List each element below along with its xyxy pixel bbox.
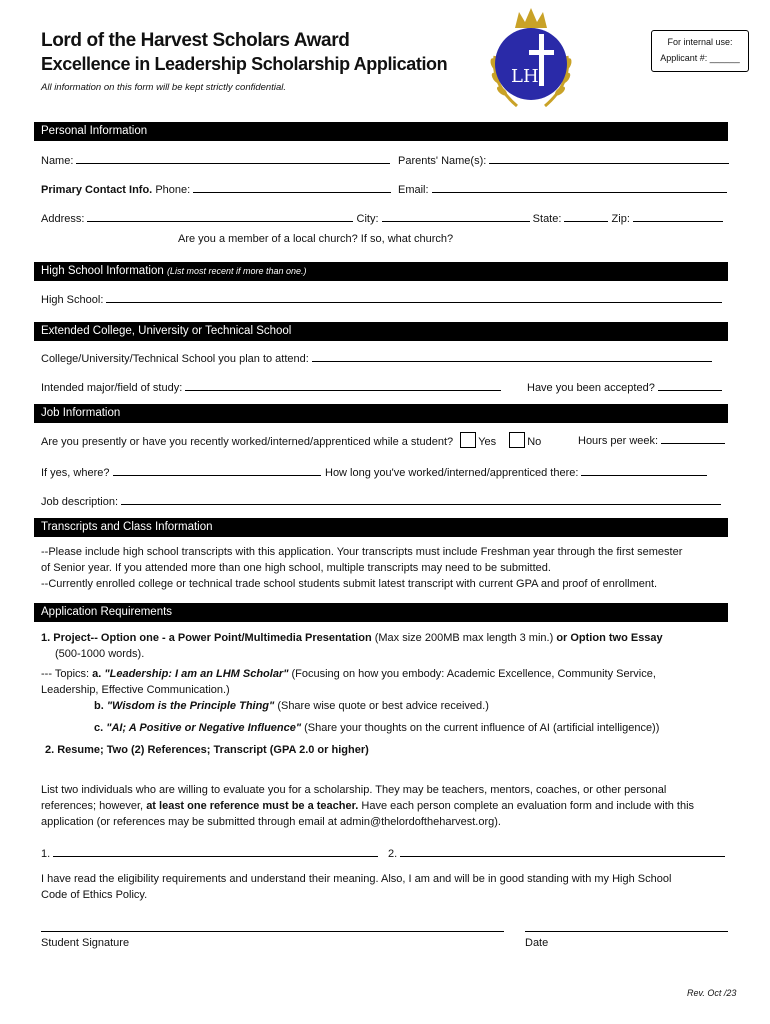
parents-field[interactable] bbox=[489, 152, 729, 164]
requirement-1-words: (500-1000 words). bbox=[55, 648, 145, 660]
applicant-number-field[interactable]: Applicant #: ______ bbox=[660, 53, 740, 63]
form-subtitle: Excellence in Leadership Scholarship Application bbox=[41, 54, 448, 74]
primary-contact-label: Primary Contact Info. bbox=[41, 184, 153, 196]
email-field[interactable] bbox=[432, 181, 727, 193]
topic-c: c. "AI; A Positive or Negative Influence" (Share your thoughts on the current influence of AI (artificial intelligence)) bbox=[94, 722, 660, 734]
requirement-1: 1. Project-- Option one - a Power Point/Multimedia Presentation (Max size 200MB max length 3 min.) or Option two Essay bbox=[41, 632, 663, 644]
transcripts-line-1: --Please include high school transcripts with this application. Your transcripts must include Freshman year through the first semester bbox=[41, 546, 683, 558]
no-label: No bbox=[527, 436, 542, 448]
section-personal-information: Personal Information bbox=[34, 122, 728, 141]
name-label: Name: bbox=[41, 155, 74, 167]
no-checkbox[interactable] bbox=[509, 432, 525, 448]
where-label: If yes, where? bbox=[41, 467, 110, 479]
college-plan-label: College/University/Technical School you plan to attend: bbox=[41, 353, 309, 365]
yes-label: Yes bbox=[478, 436, 497, 448]
job-description-label: Job description: bbox=[41, 496, 119, 508]
hours-field[interactable] bbox=[661, 432, 725, 444]
certification-text: I have read the eligibility requirements and understand their meaning. Also, I am and will be in good standing with my High School Code of Ethics Policy. bbox=[41, 873, 672, 901]
hours-row bbox=[578, 432, 725, 447]
topic-b: b. "Wisdom is the Principle Thing" (Share wise quote or best advice received.) bbox=[94, 700, 489, 712]
accepted-row bbox=[527, 379, 722, 394]
logo-text: LH bbox=[511, 66, 539, 87]
accepted-label: Have you been accepted? bbox=[527, 382, 655, 394]
how-long-label: How long you've worked/interned/apprenticed there: bbox=[325, 467, 579, 479]
city-field[interactable] bbox=[382, 210, 530, 222]
revision-note: Rev. Oct /23 bbox=[687, 988, 737, 998]
transcripts-line-3: --Currently enrolled college or technical trade school students submit latest transcript with current GPA and proof of enrollment. bbox=[41, 578, 658, 590]
zip-field[interactable] bbox=[633, 210, 723, 222]
high-school-row bbox=[41, 291, 722, 306]
address-row bbox=[41, 210, 723, 225]
confidential-note: All information on this form will be kept strictly confidential. bbox=[41, 82, 286, 93]
references-text: List two individuals who are willing to evaluate you for a scholarship. They may be teachers, mentors, coaches, or other personal references; however, at least one reference must be a teacher. Have each person complete an evaluation form and include with this application (or references may be submitted through email at admin@thelordoftheharvest.org). bbox=[41, 784, 695, 828]
transcripts-line-2: of Senior year. If you attended more than one high school, multiple transcripts may need to be submitted. bbox=[41, 562, 551, 574]
name-field[interactable] bbox=[76, 152, 390, 164]
email-label: Email: bbox=[398, 184, 429, 196]
where-row bbox=[41, 464, 321, 479]
city-label: City: bbox=[356, 213, 379, 225]
lhm-logo-icon bbox=[487, 6, 575, 114]
state-label: State: bbox=[532, 213, 562, 225]
accepted-field[interactable] bbox=[658, 379, 722, 391]
internal-use-label: For internal use: bbox=[667, 37, 733, 47]
yes-checkbox[interactable] bbox=[460, 432, 476, 448]
church-question: Are you a member of a local church? If so, what church? bbox=[178, 233, 454, 245]
how-long-field[interactable] bbox=[581, 464, 707, 476]
requirements-text bbox=[41, 630, 731, 758]
major-row bbox=[41, 379, 501, 394]
zip-label: Zip: bbox=[611, 213, 630, 225]
topic-a: --- Topics: a. "Leadership: I am an LHM Scholar" (Focusing on how you embody: Academic Excellence, Community Service, bbox=[41, 668, 656, 680]
reference-2-row: 2. bbox=[388, 845, 725, 860]
section-college: Extended College, University or Technical School bbox=[34, 322, 728, 341]
job-description-field[interactable] bbox=[121, 493, 721, 505]
parents-label: Parents' Name(s): bbox=[398, 155, 487, 167]
state-field[interactable] bbox=[564, 210, 608, 222]
college-plan-field[interactable] bbox=[312, 350, 712, 362]
name-row bbox=[41, 152, 390, 167]
internal-use-box bbox=[651, 30, 749, 72]
job-question-row bbox=[41, 432, 541, 448]
major-field[interactable] bbox=[185, 379, 501, 391]
date-label: Date bbox=[525, 937, 549, 949]
address-label: Address: bbox=[41, 213, 85, 225]
job-description-row bbox=[41, 493, 721, 508]
requirement-2: 2. Resume; Two (2) References; Transcript (GPA 2.0 or higher) bbox=[45, 744, 369, 756]
signature-field[interactable] bbox=[41, 930, 504, 932]
high-school-label: High School: bbox=[41, 294, 104, 306]
hours-label: Hours per week: bbox=[578, 435, 659, 447]
where-field[interactable] bbox=[113, 464, 321, 476]
section-high-school: High School Information (List most recent if more than one.) bbox=[34, 262, 728, 281]
high-school-note: (List most recent if more than one.) bbox=[166, 266, 307, 276]
parents-row bbox=[398, 152, 729, 167]
major-label: Intended major/field of study: bbox=[41, 382, 183, 394]
high-school-field[interactable] bbox=[106, 291, 722, 303]
email-row bbox=[398, 181, 727, 196]
phone-label: Phone: bbox=[155, 184, 191, 196]
section-requirements: Application Requirements bbox=[34, 603, 728, 622]
phone-row bbox=[41, 181, 391, 196]
phone-field[interactable] bbox=[193, 181, 391, 193]
reference-1-field[interactable] bbox=[53, 845, 378, 857]
form-title: Lord of the Harvest Scholars Award bbox=[41, 30, 350, 51]
signature-label: Student Signature bbox=[41, 937, 130, 949]
how-long-row bbox=[325, 464, 707, 479]
reference-1-row: 1. bbox=[41, 845, 378, 860]
date-field[interactable] bbox=[525, 930, 728, 932]
topic-a-cont: Leadership, Effective Communication.) bbox=[41, 684, 230, 696]
transcripts-text bbox=[41, 544, 731, 592]
reference-2-field[interactable] bbox=[400, 845, 725, 857]
section-transcripts: Transcripts and Class Information bbox=[34, 518, 728, 537]
job-question-label: Are you presently or have you recently worked/interned/apprenticed while a student? bbox=[41, 436, 454, 448]
section-job: Job Information bbox=[34, 404, 728, 423]
college-plan-row bbox=[41, 350, 712, 365]
address-field[interactable] bbox=[87, 210, 353, 222]
